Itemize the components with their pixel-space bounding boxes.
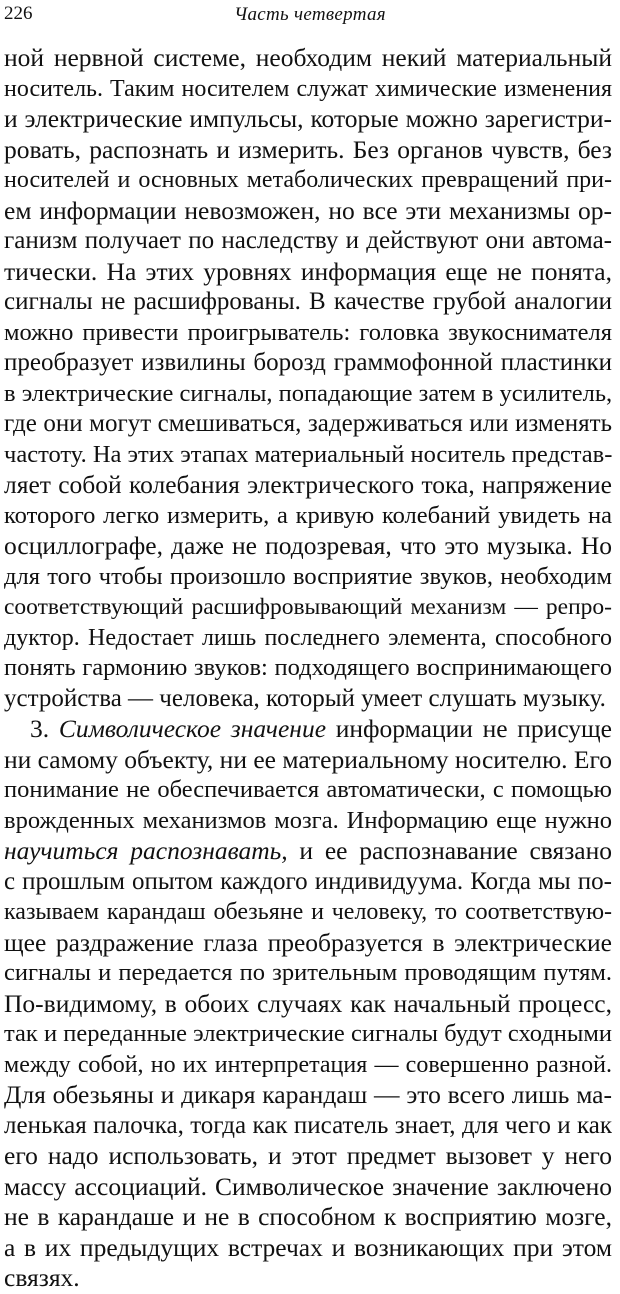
text-line: носителей и основных метаболических превращений при- xyxy=(4,167,612,193)
text-line: связях. xyxy=(4,1263,80,1292)
text-line: понимание не обеспечивается автоматически, с помощью xyxy=(4,776,612,803)
text-line: с прошлым опытом каждого индивидуума. Когда мы по- xyxy=(4,867,612,895)
body-text xyxy=(4,43,612,1294)
text-line: врожденных механизмов мозга. Информацию еще нужно xyxy=(4,806,612,834)
text-line: не в карандаше и не в способном к восприятию мозге, xyxy=(4,1202,612,1231)
text-line: можно привести проигрыватель: головка звукоснимателя xyxy=(4,318,612,346)
text-line: частоту. На этих этапах материальный носитель представ- xyxy=(4,440,612,468)
text-line: массу ассоциаций. Символическое значение заключено xyxy=(4,1171,612,1201)
text-line: сигналы не расшифрованы. В качестве грубой аналогии xyxy=(4,288,612,315)
text-line: и электрические импульсы, которые можно зарегистри- xyxy=(4,104,612,133)
text-line: осциллографе, даже не подозревая, что это музыка. Но xyxy=(4,531,612,560)
text-line: понять гармонию звуков: подходящего воспринимающего xyxy=(4,654,612,681)
text-line: ной нервной системе, необходим некий материальный xyxy=(4,43,612,72)
text-line: в электрические сигналы, попадающие затем в усилитель, xyxy=(4,379,612,407)
text-line: между собой, но их интерпретация — совершенно разной. xyxy=(4,1051,612,1078)
text-line: так и переданные электрические сигналы будут сходными xyxy=(4,1020,612,1047)
text-line: соответствующий расшифровывающий механизм — репро- xyxy=(4,594,612,620)
italic-term: Символическое значение xyxy=(58,714,327,743)
text-line: 3. Символическое значение информации не присуще xyxy=(30,714,612,743)
text-line: ленькая палочка, тогда как писатель знает, для чего и как xyxy=(4,1111,612,1139)
page-number: 226 xyxy=(4,3,33,24)
text-line: щее раздражение глаза преобразуется в электрические xyxy=(4,927,612,957)
italic-term: научиться распознавать, xyxy=(4,836,288,865)
text-line: а в их предыдущих встречах и возникающих при этом xyxy=(4,1232,612,1262)
text-line: научиться распознавать, и ее распознавание связано xyxy=(4,836,612,865)
text-line: ляет собой колебания электрического тока, напряжение xyxy=(4,470,612,499)
text-line: ни самому объекту, ни ее материальному носителю. Его xyxy=(4,744,612,774)
text-line: устройства — человека, который умеет слушать музыку. xyxy=(4,684,606,712)
text-line: его надо использовать, и этот предмет вызовет у него xyxy=(4,1141,612,1170)
text-line: носитель. Таким носителем служат химические изменения xyxy=(4,75,612,102)
text-line: казываем карандаш обезьяне и человеку, то соответствую- xyxy=(4,899,612,925)
text-line: для того чтобы произошло восприятие звуков, необходим xyxy=(4,562,612,590)
text-line: тически. На этих уровнях информация еще не понята, xyxy=(4,256,612,286)
text-line: сигналы и передается по зрительным проводящим путям. xyxy=(4,959,612,986)
running-head: Часть четвертая xyxy=(234,4,386,25)
text-line: ганизм получает по наследству и действуют они автома- xyxy=(4,227,612,254)
text-line: где они могут смешиваться, задерживаться или изменять xyxy=(4,410,612,437)
text-line: ровать, распознать и измерить. Без органов чувств, без xyxy=(4,134,612,164)
text-line: Для обезьяны и дикаря карандаш — это всего лишь ма- xyxy=(4,1080,612,1109)
text-line: преобразует извилины борозд граммофонной пластинки xyxy=(4,349,612,376)
text-line: По-видимому, в обоих случаях как начальный процесс, xyxy=(4,988,612,1018)
text-line: которого легко измерить, а кривую колебаний увидеть на xyxy=(4,501,612,529)
text-line: дуктор. Недостает лишь последнего элемента, способного xyxy=(4,624,612,651)
text-line: ем информации невозможен, но все эти механизмы ор- xyxy=(4,195,612,225)
